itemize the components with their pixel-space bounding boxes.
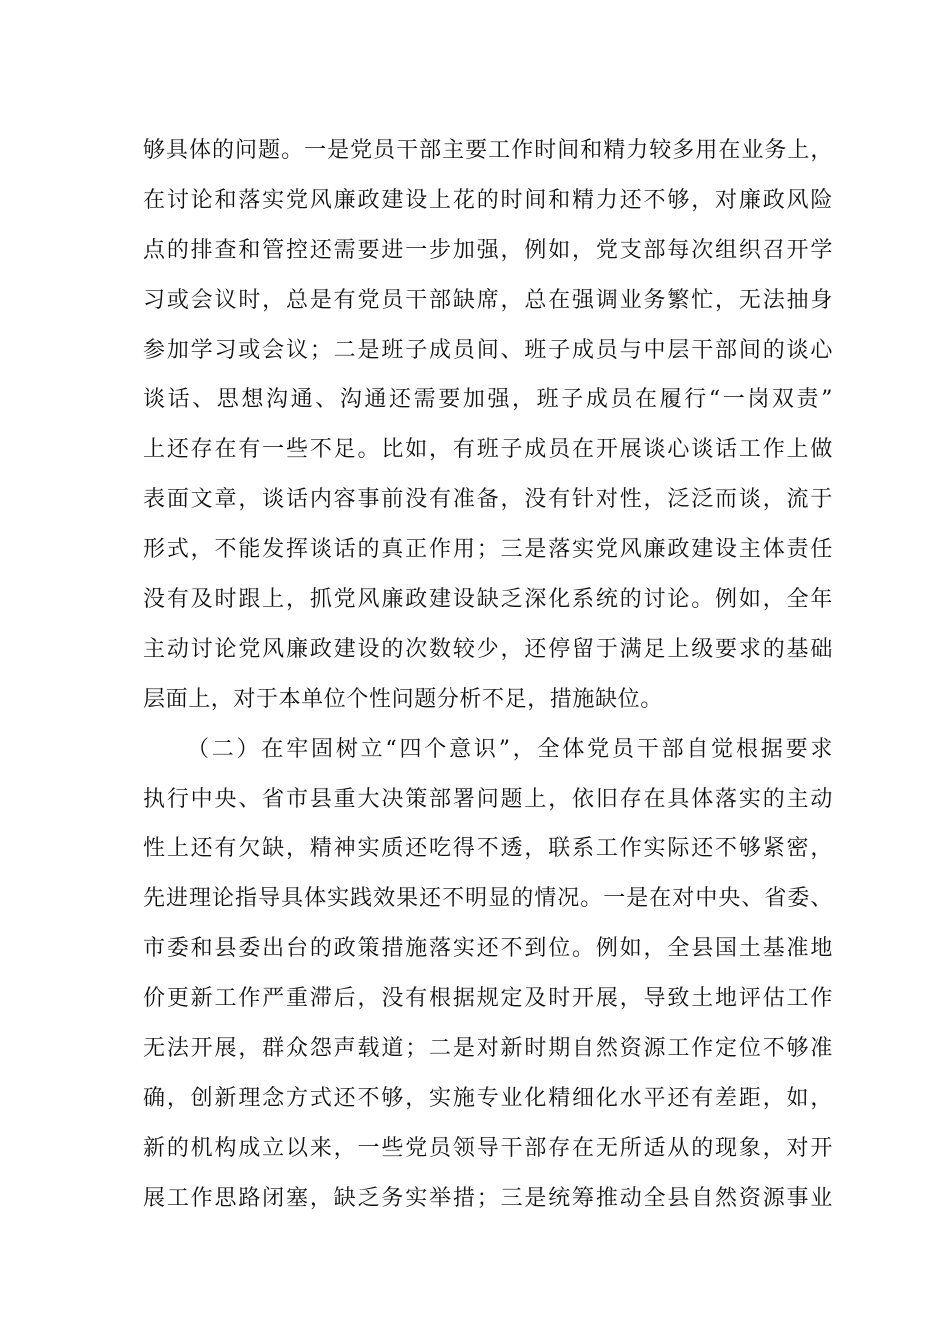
- text-line: 参加学习或会议；二是班子成员间、班子成员与中层干部间的谈心: [143, 337, 833, 363]
- text-line: 价更新工作严重滞后，没有根据规定及时开展，导致土地评估工作: [143, 986, 833, 1012]
- text-line: 在讨论和落实党风廉政建设上花的时间和精力还不够，对廉政风险: [143, 187, 833, 213]
- text-line: 上还存在有一些不足。比如，有班子成员在开展谈心谈话工作上做: [143, 437, 833, 463]
- text-line: 执行中央、省市县重大决策部署问题上，依旧存在具体落实的主动: [143, 786, 833, 812]
- text-line: 够具体的问题。一是党员干部主要工作时间和精力较多用在业务上，: [143, 138, 833, 163]
- body-text: [143, 126, 833, 1224]
- text-line: 新的机构成立以来，一些党员领导干部存在无所适从的现象，对开: [143, 1135, 833, 1161]
- text-line: 市委和县委出台的政策措施落实还不到位。例如，全县国土基准地: [143, 936, 833, 962]
- text-line: 表面文章，谈话内容事前没有准备，没有针对性，泛泛而谈，流于: [143, 487, 833, 513]
- section-heading-line: （二）在牢固树立“四个意识”，全体党员干部自觉根据要求: [187, 736, 833, 762]
- text-line: 性上还有欠缺，精神实质还吃得不透，联系工作实际还不够紧密，: [143, 836, 833, 862]
- text-line: 无法开展，群众怨声载道；二是对新时期自然资源工作定位不够准: [143, 1036, 833, 1062]
- text-line: 点的排查和管控还需要进一步加强，例如，党支部每次组织召开学: [143, 237, 833, 263]
- text-line: 确，创新理念方式还不够，实施专业化精细化水平还有差距，如，: [143, 1085, 833, 1111]
- text-line: 形式，不能发挥谈话的真正作用；三是落实党风廉政建设主体责任: [143, 537, 833, 563]
- text-line: 先进理论指导具体实践效果还不明显的情况。一是在对中央、省委、: [143, 886, 833, 912]
- text-line: 主动讨论党风廉政建设的次数较少，还停留于满足上级要求的基础: [143, 636, 833, 662]
- text-line: 谈话、思想沟通、沟通还需要加强，班子成员在履行“一岗双责”: [143, 387, 833, 413]
- text-line: 习或会议时，总是有党员干部缺席，总在强调业务繁忙，无法抽身: [143, 287, 833, 313]
- paragraph-end-line: 层面上，对于本单位个性问题分析不足，措施缺位。: [143, 686, 663, 712]
- text-line: 没有及时跟上，抓党风廉政建设缺乏深化系统的讨论。例如，全年: [143, 587, 833, 613]
- text-line: 展工作思路闭塞，缺乏务实举措；三是统筹推动全县自然资源事业: [143, 1185, 833, 1211]
